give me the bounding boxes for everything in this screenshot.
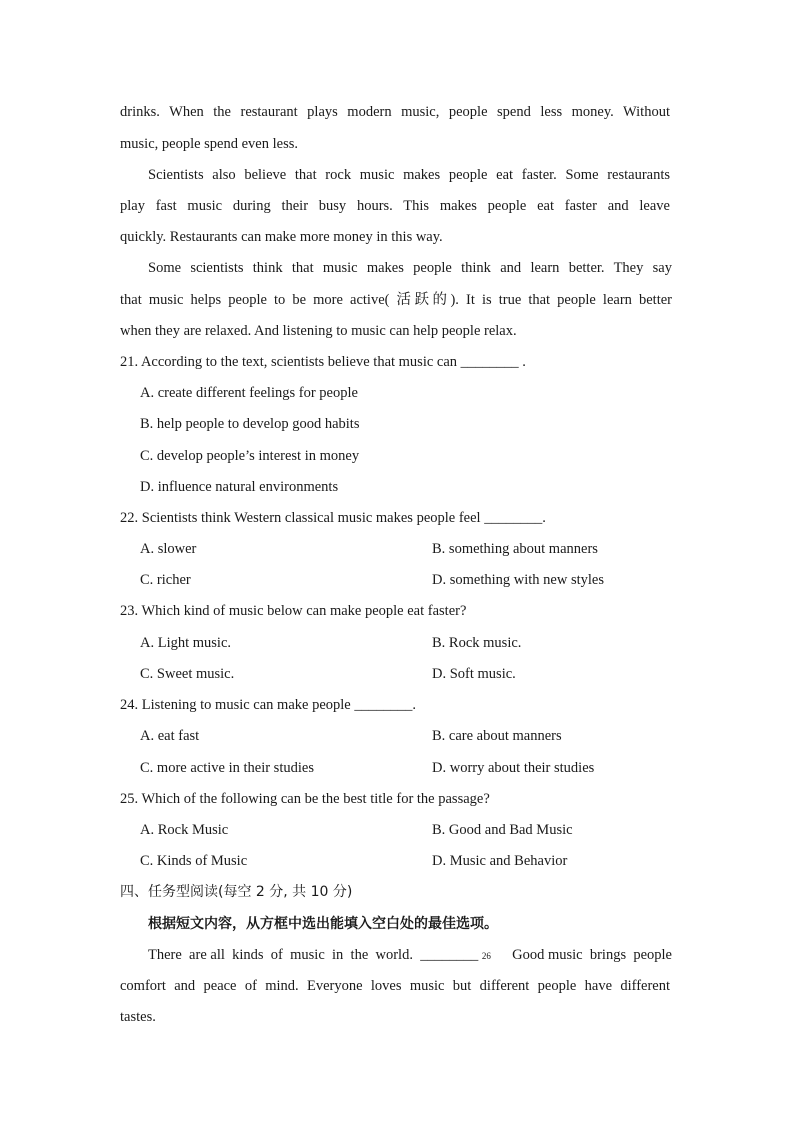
section-heading: 四、任务型阅读(每空 2 分, 共 10 分) [120,884,353,900]
question-21-option-b: B. help people to develop good habits [140,416,360,432]
question-21-option-c: C. develop people’s interest in money [140,448,360,464]
question-23-option-a: A. Light music. [140,635,232,651]
question-24-option-b: B. care about manners [432,728,562,744]
question-23-option-b: B. Rock music. [432,635,522,651]
question-23-stem: 23. Which kind of music below can make people eat faster? [120,603,467,619]
question-25-option-b: B. Good and Bad Music [432,822,573,838]
question-24-option-a: A. eat fast [140,728,200,744]
section-instruction: 根据短文内容，从方框中选出能填入空白处的最佳选项。 [148,916,498,932]
paragraph-line: drinks. When the restaurant plays modern music, people spend less money. Without [120,104,670,120]
question-25-stem: 25. Which of the following can be the best title for the passage? [120,791,490,807]
question-22-option-c: C. richer [140,572,191,588]
question-22-stem: 22. Scientists think Western classical music makes people feel ________. [120,510,546,526]
paragraph-line: music, people spend even less. [120,136,298,152]
paragraph-line: Scientists also believe that rock music makes people eat faster. Some restaurants [148,167,670,183]
question-22-option-a: A. slower [140,541,197,557]
passage-line: There are all kinds of music in the world. ________ 26 Good music brings people [148,947,672,963]
question-24-stem: 24. Listening to music can make people ________. [120,697,416,713]
paragraph-line: when they are relaxed. And listening to music can help people relax. [120,323,517,339]
passage-line: comfort and peace of mind. Everyone loves music but different people have different [120,978,670,994]
question-25-option-a: A. Rock Music [140,822,229,838]
paragraph-line: Some scientists think that music makes people think and learn better. They say [148,260,672,276]
question-25-option-d: D. Music and Behavior [432,853,568,869]
question-21-option-a: A. create different feelings for people [140,385,358,401]
question-21-stem: 21. According to the text, scientists believe that music can ________ . [120,354,526,370]
paragraph-line: quickly. Restaurants can make more money in this way. [120,229,443,245]
question-23-option-c: C. Sweet music. [140,666,235,682]
passage-text: There are all kinds of music in the world. ________ [148,947,482,963]
passage-text: Good music brings people [508,947,672,963]
question-24-option-d: D. worry about their studies [432,760,595,776]
passage-line: tastes. [120,1009,156,1025]
question-21-option-d: D. influence natural environments [140,479,339,495]
paragraph-line: play fast music during their busy hours. This makes people eat faster and leave [120,198,670,214]
paragraph-line: that music helps people to be more active( 活跃的). It is true that people learn better [120,292,672,308]
question-25-option-c: C. Kinds of Music [140,853,248,869]
question-22-option-b: B. something about manners [432,541,598,557]
question-22-option-d: D. something with new styles [432,572,604,588]
question-24-option-c: C. more active in their studies [140,760,314,776]
question-23-option-d: D. Soft music. [432,666,516,682]
